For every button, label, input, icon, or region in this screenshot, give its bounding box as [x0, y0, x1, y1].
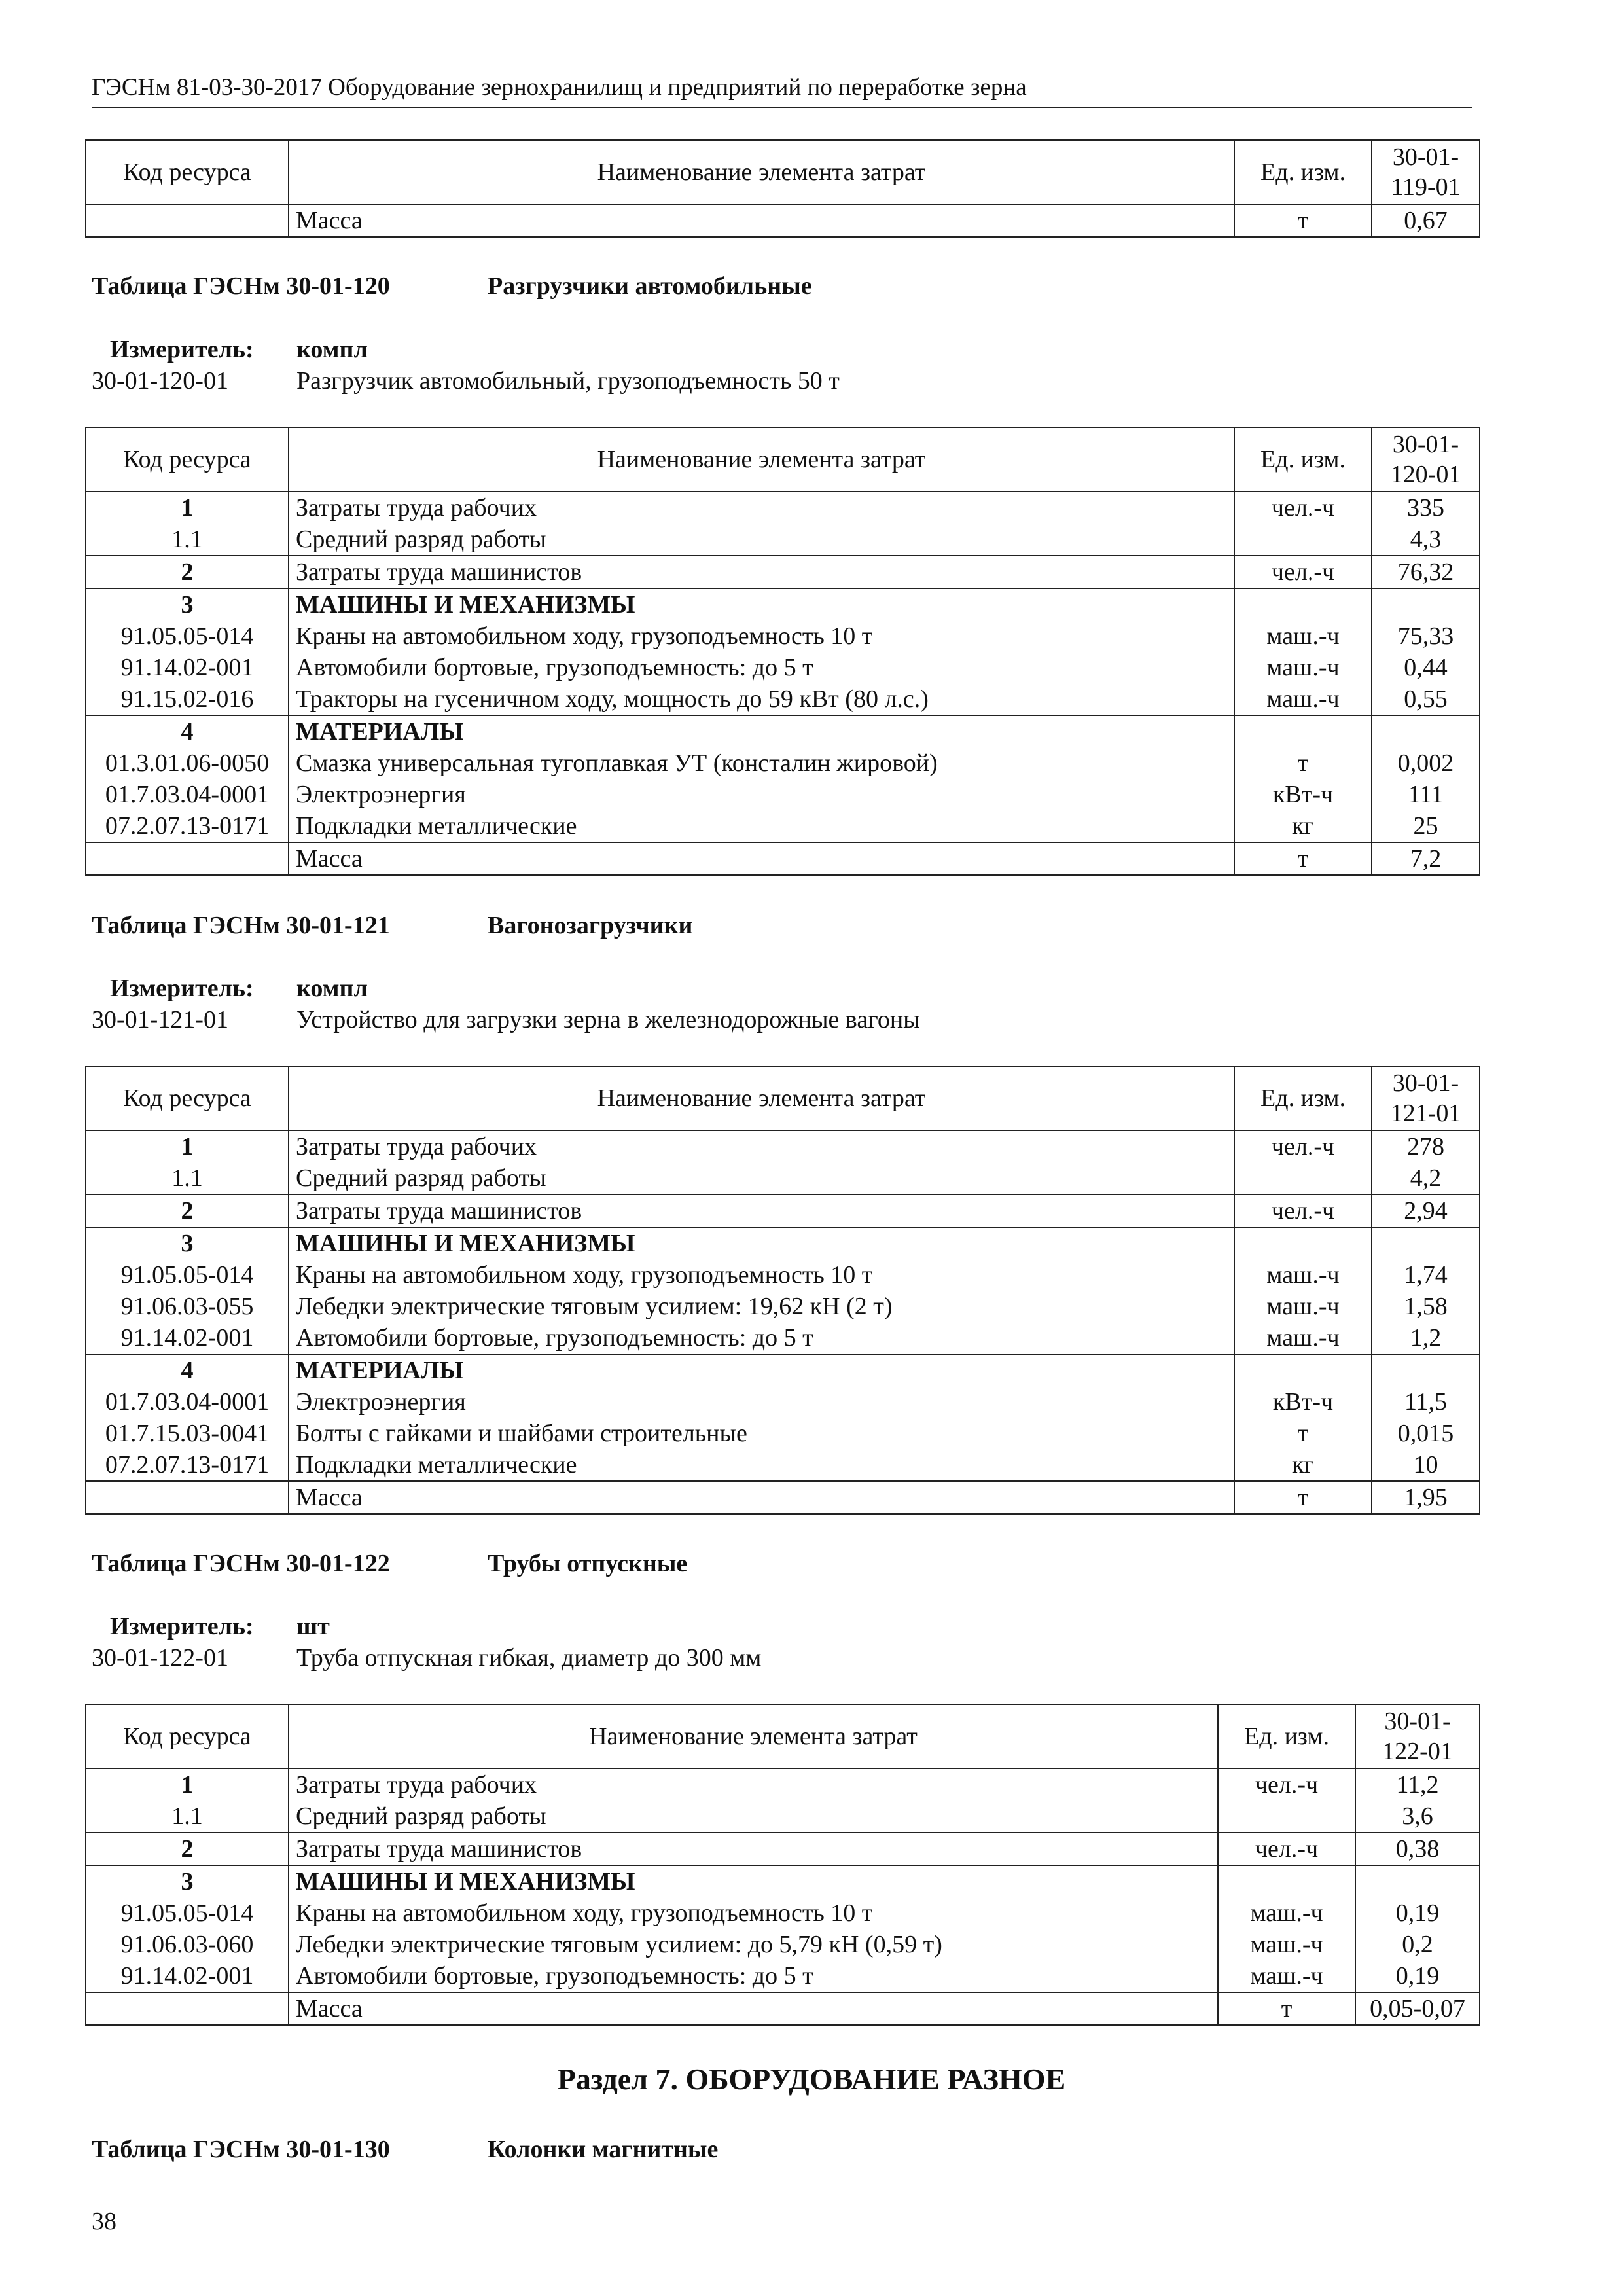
cell-name: Средний разряд работы — [289, 1801, 1218, 1833]
cell-name: Масса — [289, 204, 1234, 237]
table-title-130: Таблица ГЭСНм 30-01-130 Колонки магнитные — [92, 2136, 719, 2163]
cell-code — [86, 842, 289, 875]
cell-unit: Ед. изм. — [1234, 427, 1372, 492]
cell-unit: чел.-ч — [1234, 1194, 1372, 1227]
cell-name: Электроэнергия — [289, 1386, 1234, 1418]
cell-code: 2 — [86, 1194, 289, 1227]
cell-name: Болты с гайками и шайбами строительные — [289, 1418, 1234, 1449]
cell-unit: т — [1234, 842, 1372, 875]
cell-name: МАШИНЫ И МЕХАНИЗМЫ — [289, 588, 1234, 620]
cell-unit: кг — [1234, 1449, 1372, 1481]
cell-name: Масса — [289, 1992, 1218, 2025]
cell-unit — [1234, 1162, 1372, 1194]
table-row — [86, 588, 1480, 620]
table-row — [86, 1259, 1480, 1291]
cell-unit: кВт-ч — [1234, 779, 1372, 810]
cell-name: Средний разряд работы — [289, 524, 1234, 556]
cell-value: 0,015 — [1372, 1418, 1480, 1449]
cell-unit: Ед. изм. — [1218, 1704, 1355, 1768]
cell-value: 1,58 — [1372, 1291, 1480, 1322]
cell-code: 01.7.03.04-0001 — [86, 779, 289, 810]
cell-code: 3 — [86, 588, 289, 620]
cell-code: 91.15.02-016 — [86, 683, 289, 715]
table-row — [86, 842, 1480, 875]
cell-name: Затраты труда рабочих — [289, 1768, 1218, 1801]
cell-unit: маш.-ч — [1234, 683, 1372, 715]
cell-code: Код ресурса — [86, 1066, 289, 1130]
cell-value: 25 — [1372, 810, 1480, 842]
cell-code: Код ресурса — [86, 427, 289, 492]
cell-value: 10 — [1372, 1449, 1480, 1481]
cell-name: Средний разряд работы — [289, 1162, 1234, 1194]
table-row — [86, 1194, 1480, 1227]
cell-unit — [1234, 715, 1372, 747]
cell-value: 0,05-0,07 — [1355, 1992, 1480, 2025]
cell-unit: т — [1234, 204, 1372, 237]
table-row — [86, 620, 1480, 652]
cell-value: 75,33 — [1372, 620, 1480, 652]
cell-value — [1372, 1227, 1480, 1259]
cell-code: 01.7.03.04-0001 — [86, 1386, 289, 1418]
cell-value: 30-01- 122-01 — [1355, 1704, 1480, 1768]
cell-value: 1,2 — [1372, 1322, 1480, 1354]
cell-code: 1 — [86, 1130, 289, 1162]
cell-unit: маш.-ч — [1234, 620, 1372, 652]
cell-unit: маш.-ч — [1218, 1897, 1355, 1929]
cell-name: Наименование элемента затрат — [289, 427, 1234, 492]
col-header-code: Код ресурса — [86, 140, 289, 204]
cell-code: 91.05.05-014 — [86, 1897, 289, 1929]
table-row — [86, 1162, 1480, 1194]
cell-value: 11,2 — [1355, 1768, 1480, 1801]
col-header-unit: Ед. изм. — [1234, 140, 1372, 204]
cell-name: Затраты труда машинистов — [289, 1833, 1218, 1865]
table-title-120: Таблица ГЭСНм 30-01-120 Разгрузчики автомобильные — [92, 272, 812, 300]
cell-code: 2 — [86, 1833, 289, 1865]
table-row — [86, 1481, 1480, 1514]
cell-unit: чел.-ч — [1234, 556, 1372, 588]
page-number: 38 — [92, 2208, 116, 2235]
cell-value: 30-01- 120-01 — [1372, 427, 1480, 492]
cell-name: МАТЕРИАЛЫ — [289, 1354, 1234, 1386]
cell-code: Код ресурса — [86, 1704, 289, 1768]
cell-name: МАТЕРИАЛЫ — [289, 715, 1234, 747]
cell-code: 07.2.07.13-0171 — [86, 1449, 289, 1481]
cell-value: 2,94 — [1372, 1194, 1480, 1227]
cell-name: Лебедки электрические тяговым усилием: 19,62 кН (2 т) — [289, 1291, 1234, 1322]
col-header-value: 30-01- 119-01 — [1372, 140, 1480, 204]
cell-name: Электроэнергия — [289, 779, 1234, 810]
cell-value: 0,002 — [1372, 747, 1480, 779]
col-header-name: Наименование элемента затрат — [289, 140, 1234, 204]
cell-unit: кВт-ч — [1234, 1386, 1372, 1418]
cost-table-119 — [85, 139, 1480, 238]
cell-value: 3,6 — [1355, 1801, 1480, 1833]
table-row — [86, 492, 1480, 524]
cell-unit — [1234, 1227, 1372, 1259]
measure-120: Измеритель: компл — [110, 336, 368, 363]
cell-name: Затраты труда машинистов — [289, 1194, 1234, 1227]
measure-121: Измеритель: компл — [110, 975, 368, 1002]
cell-value: 76,32 — [1372, 556, 1480, 588]
table-row — [86, 1354, 1480, 1386]
cell-value: 0,19 — [1355, 1897, 1480, 1929]
cell-code: 1.1 — [86, 1162, 289, 1194]
cell-value: 0,44 — [1372, 652, 1480, 683]
cell-unit — [1218, 1801, 1355, 1833]
table-row — [86, 810, 1480, 842]
cell-code: 1.1 — [86, 524, 289, 556]
cell-code: 91.14.02-001 — [86, 1960, 289, 1992]
rate-line-122: 30-01-122-01 Труба отпускная гибкая, диаметр до 300 мм — [92, 1644, 762, 1672]
cell-value: 1,95 — [1372, 1481, 1480, 1514]
cell-value: 0,38 — [1355, 1833, 1480, 1865]
cell-name: Краны на автомобильном ходу, грузоподъемность 10 т — [289, 620, 1234, 652]
table-row — [86, 779, 1480, 810]
cell-code: 91.14.02-001 — [86, 1322, 289, 1354]
table-title-122: Таблица ГЭСНм 30-01-122 Трубы отпускные — [92, 1550, 688, 1577]
cell-name: Автомобили бортовые, грузоподъемность: до 5 т — [289, 1322, 1234, 1354]
table-row — [86, 715, 1480, 747]
cell-unit: кг — [1234, 810, 1372, 842]
cost-table-120 — [85, 427, 1480, 876]
cell-value: 4,3 — [1372, 524, 1480, 556]
cell-value: 278 — [1372, 1130, 1480, 1162]
cell-value — [1372, 588, 1480, 620]
cell-code: 91.05.05-014 — [86, 1259, 289, 1291]
cell-unit — [1218, 1865, 1355, 1897]
cell-unit: т — [1218, 1992, 1355, 2025]
cell-code: 91.06.03-060 — [86, 1929, 289, 1960]
cell-unit: маш.-ч — [1234, 1259, 1372, 1291]
cell-value: 0,67 — [1372, 204, 1480, 237]
cell-name: Краны на автомобильном ходу, грузоподъемность 10 т — [289, 1897, 1218, 1929]
table-row — [86, 1801, 1480, 1833]
cell-unit — [1234, 588, 1372, 620]
cell-value — [1372, 715, 1480, 747]
cell-name: Масса — [289, 1481, 1234, 1514]
cell-code: 1 — [86, 1768, 289, 1801]
cell-code: 4 — [86, 715, 289, 747]
cell-value: 0,19 — [1355, 1960, 1480, 1992]
cost-table-122 — [85, 1704, 1480, 2026]
table-row — [86, 1291, 1480, 1322]
table-row — [86, 747, 1480, 779]
cell-code: 2 — [86, 556, 289, 588]
cell-unit: чел.-ч — [1234, 1130, 1372, 1162]
table-row — [86, 1960, 1480, 1992]
cell-value — [1355, 1865, 1480, 1897]
cell-value: 111 — [1372, 779, 1480, 810]
cell-unit: маш.-ч — [1218, 1929, 1355, 1960]
cell-value: 7,2 — [1372, 842, 1480, 875]
table-title-121: Таблица ГЭСНм 30-01-121 Вагонозагрузчики — [92, 912, 693, 939]
table-row — [86, 1418, 1480, 1449]
cell-code: 1 — [86, 492, 289, 524]
cell-value: 11,5 — [1372, 1386, 1480, 1418]
cell-unit: маш.-ч — [1234, 652, 1372, 683]
cell-name: МАШИНЫ И МЕХАНИЗМЫ — [289, 1865, 1218, 1897]
cell-name: Автомобили бортовые, грузоподъемность: до 5 т — [289, 652, 1234, 683]
cell-code: 1.1 — [86, 1801, 289, 1833]
cell-unit: маш.-ч — [1234, 1291, 1372, 1322]
cell-name: Подкладки металлические — [289, 810, 1234, 842]
cell-name: МАШИНЫ И МЕХАНИЗМЫ — [289, 1227, 1234, 1259]
measure-122: Измеритель: шт — [110, 1613, 330, 1640]
table-row — [86, 204, 1480, 237]
cost-table-121 — [85, 1066, 1480, 1515]
cell-name: Затраты труда рабочих — [289, 1130, 1234, 1162]
cell-name: Затраты труда машинистов — [289, 556, 1234, 588]
table-row — [86, 1833, 1480, 1865]
table-row — [86, 1227, 1480, 1259]
table-row — [86, 652, 1480, 683]
cell-unit: Ед. изм. — [1234, 1066, 1372, 1130]
cell-value: 30-01- 121-01 — [1372, 1066, 1480, 1130]
cell-unit: т — [1234, 1481, 1372, 1514]
cell-name: Наименование элемента затрат — [289, 1704, 1218, 1768]
cell-unit: чел.-ч — [1234, 492, 1372, 524]
table-row — [86, 1768, 1480, 1801]
cell-code: 01.3.01.06-0050 — [86, 747, 289, 779]
cell-name: Масса — [289, 842, 1234, 875]
cell-value: 0,2 — [1355, 1929, 1480, 1960]
table-header-row — [86, 1066, 1480, 1130]
cell-value: 0,55 — [1372, 683, 1480, 715]
cell-unit: чел.-ч — [1218, 1833, 1355, 1865]
table-header-row — [86, 427, 1480, 492]
table-row — [86, 1130, 1480, 1162]
cell-name: Автомобили бортовые, грузоподъемность: до 5 т — [289, 1960, 1218, 1992]
cell-name: Затраты труда рабочих — [289, 492, 1234, 524]
cell-value — [1372, 1354, 1480, 1386]
cell-code: 07.2.07.13-0171 — [86, 810, 289, 842]
cell-unit: чел.-ч — [1218, 1768, 1355, 1801]
cell-code: 3 — [86, 1227, 289, 1259]
cell-unit: т — [1234, 747, 1372, 779]
cell-code — [86, 1992, 289, 2025]
cell-value: 1,74 — [1372, 1259, 1480, 1291]
cell-unit — [1234, 1354, 1372, 1386]
cell-value: 335 — [1372, 492, 1480, 524]
table-row — [86, 683, 1480, 715]
table-row — [86, 1865, 1480, 1897]
cell-code: 01.7.15.03-0041 — [86, 1418, 289, 1449]
table-header-row — [86, 1704, 1480, 1768]
rate-line-121: 30-01-121-01 Устройство для загрузки зерна в железнодорожные вагоны — [92, 1006, 920, 1033]
cell-value: 4,2 — [1372, 1162, 1480, 1194]
table-row — [86, 1992, 1480, 2025]
cell-name: Наименование элемента затрат — [289, 1066, 1234, 1130]
cell-code: 91.14.02-001 — [86, 652, 289, 683]
cell-name: Краны на автомобильном ходу, грузоподъемность 10 т — [289, 1259, 1234, 1291]
cell-name: Смазка универсальная тугоплавкая УТ (консталин жировой) — [289, 747, 1234, 779]
cell-unit: маш.-ч — [1234, 1322, 1372, 1354]
cell-name: Подкладки металлические — [289, 1449, 1234, 1481]
cell-unit: т — [1234, 1418, 1372, 1449]
cell-code — [86, 204, 289, 237]
cell-code: 91.05.05-014 — [86, 620, 289, 652]
cell-code: 3 — [86, 1865, 289, 1897]
table-row — [86, 1929, 1480, 1960]
cell-unit — [1234, 524, 1372, 556]
table-row — [86, 556, 1480, 588]
cell-name: Лебедки электрические тяговым усилием: до 5,79 кН (0,59 т) — [289, 1929, 1218, 1960]
section-title: Раздел 7. ОБОРУДОВАНИЕ РАЗНОЕ — [557, 2062, 1066, 2096]
table-header-row — [86, 140, 1480, 204]
table-row — [86, 1449, 1480, 1481]
cell-code: 4 — [86, 1354, 289, 1386]
cell-unit: маш.-ч — [1218, 1960, 1355, 1992]
table-row — [86, 1897, 1480, 1929]
table-row — [86, 1386, 1480, 1418]
cell-code — [86, 1481, 289, 1514]
running-header: ГЭСНм 81-03-30-2017 Оборудование зернохранилищ и предприятий по переработке зерна — [92, 73, 1472, 108]
cell-code: 91.06.03-055 — [86, 1291, 289, 1322]
table-row — [86, 524, 1480, 556]
rate-line-120: 30-01-120-01 Разгрузчик автомобильный, грузоподъемность 50 т — [92, 367, 840, 395]
table-row — [86, 1322, 1480, 1354]
cell-name: Тракторы на гусеничном ходу, мощность до 59 кВт (80 л.с.) — [289, 683, 1234, 715]
